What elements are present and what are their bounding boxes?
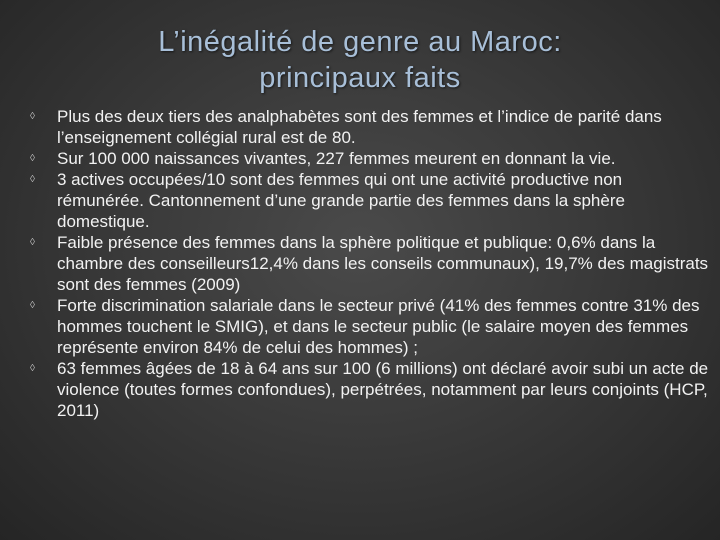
bullet-text: 63 femmes âgées de 18 à 64 ans sur 100 (6 millions) ont déclaré avoir subi un acte de violence (toutes formes confondues), perpétrées, notamment par leurs conjoints (HCP, 2011): [57, 359, 709, 420]
bullet-text: Plus des deux tiers des analphabètes sont des femmes et l’indice de parité dans l’enseignement collégial rural est de 80.: [57, 107, 662, 147]
bullet-text: Forte discrimination salariale dans le secteur privé (41% des femmes contre 31% des hommes touchent le SMIG), et dans le secteur public (le salaire moyen des femmes représente environ 84% de celui des hommes) ;: [57, 296, 700, 357]
bullet-list: [0, 106, 720, 421]
diamond-bullet-icon: ◊: [30, 237, 35, 248]
bullet-item: [0, 106, 720, 148]
diamond-bullet-icon: ◊: [30, 111, 35, 122]
slide-title-line-2: principaux faits: [259, 62, 461, 94]
diamond-bullet-icon: ◊: [30, 300, 35, 311]
diamond-bullet-icon: ◊: [30, 174, 35, 185]
diamond-bullet-icon: ◊: [30, 363, 35, 374]
slide-title-line-1: L’inégalité de genre au Maroc:: [158, 26, 562, 58]
slide-title: [60, 24, 660, 96]
bullet-text: 3 actives occupées/10 sont des femmes qui ont une activité productive non rémunérée. Cantonnement d’une grande partie des femmes dans la sphère domestique.: [57, 170, 625, 231]
bullet-item: [0, 232, 720, 295]
diamond-bullet-icon: ◊: [30, 153, 35, 164]
bullet-text: Faible présence des femmes dans la sphère politique et publique: 0,6% dans la chambre des conseilleurs12,4% dans les conseils communaux), 19,7% des magistrats sont des femmes (2009): [57, 233, 709, 294]
bullet-item: [0, 148, 720, 169]
bullet-item: [0, 169, 720, 232]
bullet-item: [0, 295, 720, 358]
bullet-item: [0, 358, 720, 421]
bullet-text: Sur 100 000 naissances vivantes, 227 femmes meurent en donnant la vie.: [57, 149, 616, 168]
